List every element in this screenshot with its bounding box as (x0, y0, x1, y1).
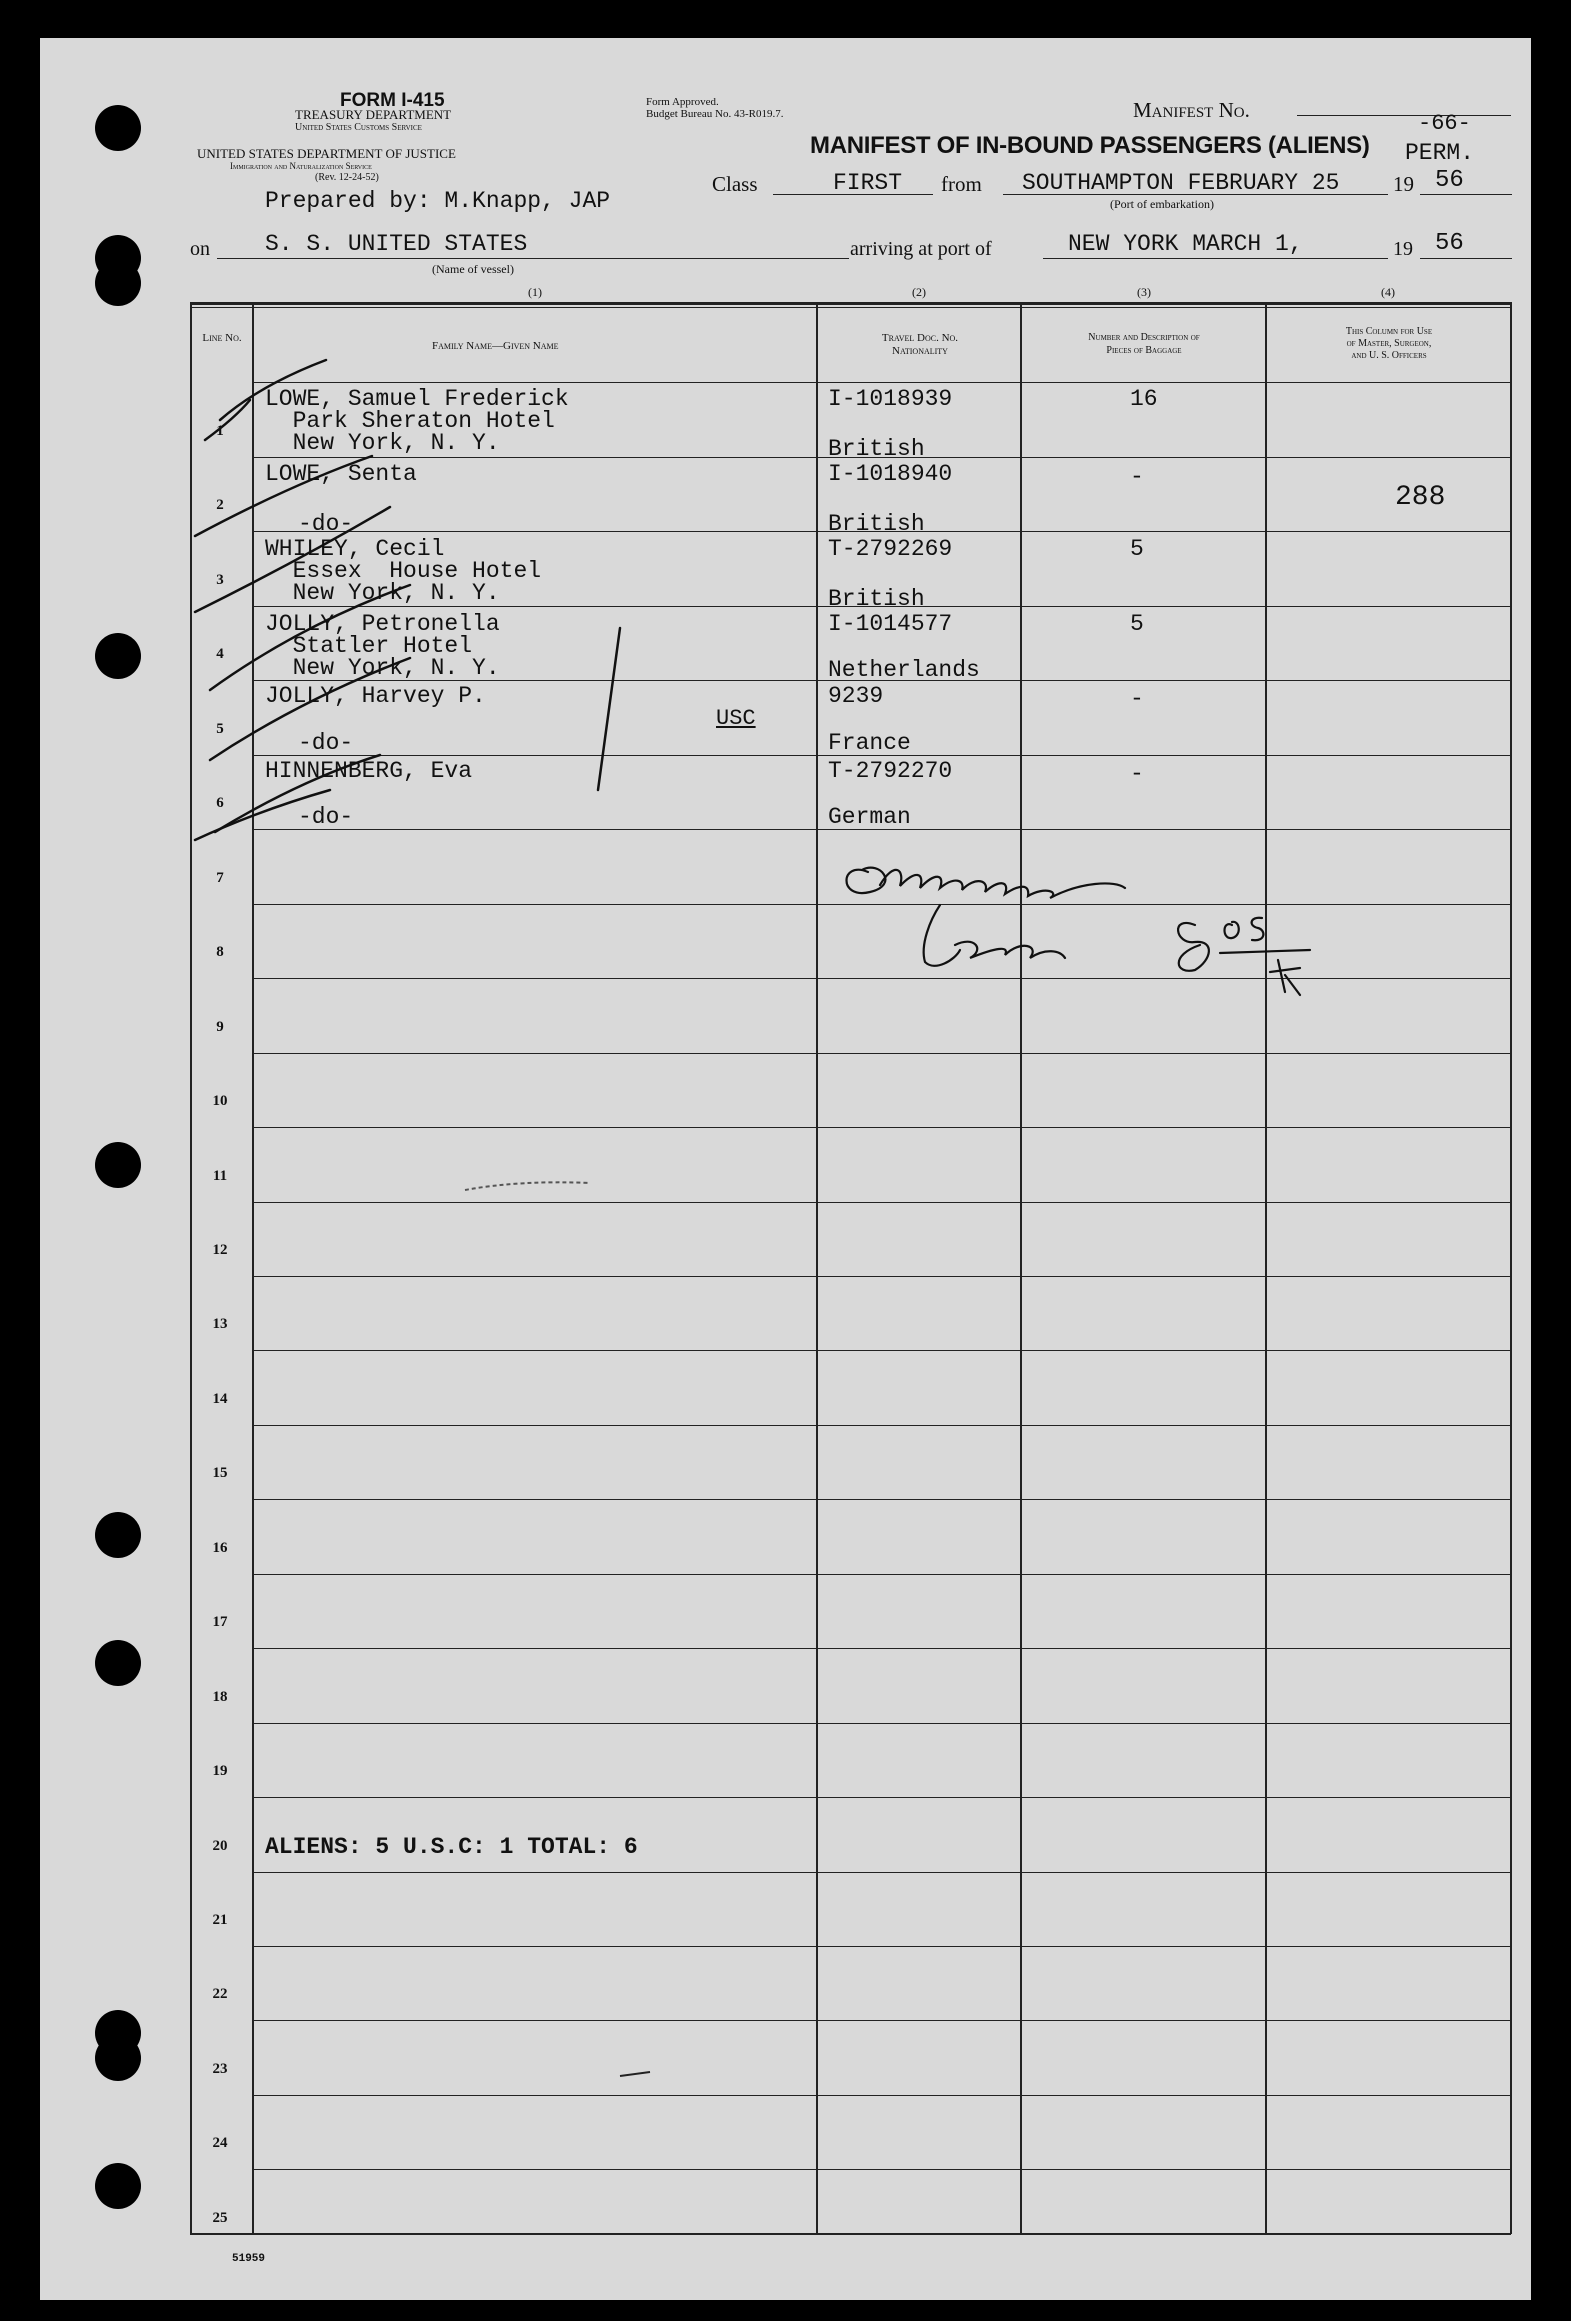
from-year-prefix: 19 (1393, 172, 1414, 196)
passenger-5-baggage: - (1130, 686, 1144, 712)
passenger-6-address: -do- (298, 804, 354, 830)
header-officer-2: of Master, Surgeon, (1346, 338, 1432, 349)
manifest-line-21 (190, 1872, 1510, 1947)
line-number: 20 (212, 1837, 228, 1854)
manifest-line-16 (190, 1500, 1510, 1575)
passenger-5-address: -do- (298, 730, 354, 756)
passenger-2-name: LOWE, Senta (265, 461, 417, 487)
officer-number: 288 (1395, 482, 1446, 513)
manifest-line-25 (190, 2170, 1510, 2245)
passenger-1-nationality: British (828, 436, 925, 462)
manifest-line-11 (190, 1128, 1510, 1203)
passenger-3-doc: T-2792269 (828, 536, 953, 562)
passenger-1-name: LOWE, Samuel Frederick Park Sheraton Hotel New York, N. Y. (265, 386, 569, 456)
totals-line: ALIENS: 5 U.S.C: 1 TOTAL: 6 (265, 1834, 638, 1860)
arrival-year-prefix: 19 (1393, 238, 1413, 260)
manifest-line-7 (190, 830, 1510, 905)
manifest-title: MANIFEST OF IN-BOUND PASSENGERS (ALIENS) (810, 132, 1370, 159)
arrival-year: 56 (1435, 230, 1464, 257)
line-number: 23 (212, 2060, 228, 2077)
from-year: 56 (1435, 167, 1464, 194)
punch-hole (95, 633, 141, 679)
form-approved: Form Approved. (646, 96, 719, 108)
column-number-3: (3) (1137, 285, 1151, 299)
class-value: FIRST (833, 170, 903, 196)
line-number: 15 (212, 1465, 228, 1482)
line-number: 7 (216, 869, 224, 886)
passenger-1-baggage: 16 (1130, 386, 1158, 412)
line-number: 9 (216, 1018, 224, 1035)
vessel-caption: (Name of vessel) (432, 262, 514, 276)
arrival-value: NEW YORK MARCH 1, (1068, 231, 1303, 257)
footer-code: 51959 (232, 2253, 266, 2265)
justice-dept: UNITED STATES DEPARTMENT OF JUSTICE (197, 146, 456, 161)
column-number-2: (2) (912, 285, 926, 299)
vessel-value: S. S. UNITED STATES (265, 231, 528, 257)
line-number: 19 (212, 1763, 228, 1780)
port-caption: (Port of embarkation) (1110, 197, 1214, 211)
punch-hole (95, 260, 141, 306)
passenger-6-name: HINNENBERG, Eva (265, 758, 473, 784)
manifest-line-24 (190, 2095, 1510, 2170)
line-number: 24 (212, 2135, 228, 2152)
passenger-6-doc: T-2792270 (828, 758, 953, 784)
punch-hole (95, 2163, 141, 2209)
passenger-5-doc: 9239 (828, 683, 884, 709)
line-number: 3 (216, 571, 224, 588)
punch-hole (95, 1142, 141, 1188)
passenger-5-name: JOLLY, Harvey P. (265, 683, 486, 709)
passenger-2-nationality: British (828, 511, 925, 537)
line-number: 4 (216, 646, 224, 663)
on-label: on (190, 238, 210, 260)
line-number: 12 (212, 1241, 228, 1258)
manifest-line-14 (190, 1351, 1510, 1426)
manifest-line-22 (190, 1946, 1510, 2021)
header-nationality: Nationality (892, 345, 948, 357)
form-number: FORM I-415 (340, 90, 445, 111)
manifest-line-9 (190, 979, 1510, 1054)
manifest-line-15 (190, 1425, 1510, 1500)
perm-label: PERM. (1405, 140, 1475, 166)
punch-hole (95, 105, 141, 151)
manifest-no-label: Manifest No. (1133, 98, 1250, 122)
passenger-5-nationality: France (828, 730, 911, 756)
passenger-3-name: WHILEY, Cecil Essex House Hotel New York, N. Y. (265, 536, 542, 606)
passenger-2-baggage: - (1130, 464, 1144, 490)
manifest-line-23 (190, 2021, 1510, 2096)
column-number-4: (4) (1381, 285, 1395, 299)
line-number: 11 (212, 1167, 228, 1184)
treasury-dept: TREASURY DEPARTMENT (295, 107, 452, 122)
punch-hole (95, 1512, 141, 1558)
header-name: Family Name—Given Name (432, 340, 559, 352)
manifest-line-17 (190, 1574, 1510, 1649)
embarkation-value: SOUTHAMPTON FEBRUARY 25 (1022, 170, 1340, 196)
header-baggage-1: Number and Description of (1088, 332, 1200, 343)
passenger-4-name: JOLLY, Petronella Statler Hotel New York, N. Y. (265, 611, 500, 681)
column-number-1: (1) (528, 285, 542, 299)
line-number: 2 (216, 497, 224, 514)
line-number: 17 (212, 1614, 228, 1631)
manifest-line-8 (190, 904, 1510, 979)
manifest-line-10 (190, 1053, 1510, 1128)
line-number: 22 (212, 1986, 228, 2003)
line-number: 8 (216, 944, 224, 961)
class-label: Class (712, 172, 758, 196)
header-officer-3: and U. S. Officers (1351, 350, 1427, 361)
manifest-no-value: -66- (1418, 111, 1471, 136)
manifest-line-18 (190, 1649, 1510, 1724)
header-line-no: Line No. (202, 332, 242, 344)
passenger-2-doc: I-1018940 (828, 461, 953, 487)
header-officer-1: This Column for Use (1345, 326, 1433, 337)
passenger-1-doc: I-1018939 (828, 386, 953, 412)
passenger-6-baggage: - (1130, 761, 1144, 787)
budget-bureau: Budget Bureau No. 43-R019.7. (646, 108, 784, 120)
customs-service: United States Customs Service (295, 122, 422, 133)
header-travel-doc: Travel Doc. No. (881, 332, 959, 344)
line-number: 5 (216, 720, 224, 737)
passenger-6-nationality: German (828, 804, 911, 830)
from-label: from (941, 172, 982, 196)
passenger-4-doc: I-1014577 (828, 611, 953, 637)
manifest-line-13 (190, 1276, 1510, 1351)
passenger-3-nationality: British (828, 586, 925, 612)
line-number: 13 (212, 1316, 228, 1333)
manifest-line-12 (190, 1202, 1510, 1277)
header-baggage-2: Pieces of Baggage (1106, 345, 1182, 356)
punch-hole (95, 1640, 141, 1686)
manifest-line-19 (190, 1723, 1510, 1798)
passenger-4-baggage: 5 (1130, 611, 1144, 637)
form-revision: (Rev. 12-24-52) (315, 172, 379, 183)
ins-service: Immigration and Naturalization Service (230, 161, 372, 171)
passenger-2-address: -do- (298, 511, 354, 537)
line-number: 10 (212, 1093, 228, 1110)
passenger-3-baggage: 5 (1130, 536, 1144, 562)
line-number: 6 (216, 795, 224, 812)
usc-note: USC (716, 706, 756, 731)
line-number: 16 (212, 1539, 228, 1556)
prepared-by: Prepared by: M.Knapp, JAP (265, 188, 611, 214)
line-number: 25 (212, 2209, 228, 2226)
line-number: 1 (216, 423, 224, 439)
line-number: 18 (212, 1688, 228, 1705)
line-number: 21 (212, 1912, 228, 1928)
passenger-4-nationality: Netherlands (828, 657, 980, 683)
arriving-label: arriving at port of (850, 238, 992, 260)
line-number: 14 (212, 1390, 228, 1407)
punch-hole (95, 2035, 141, 2081)
